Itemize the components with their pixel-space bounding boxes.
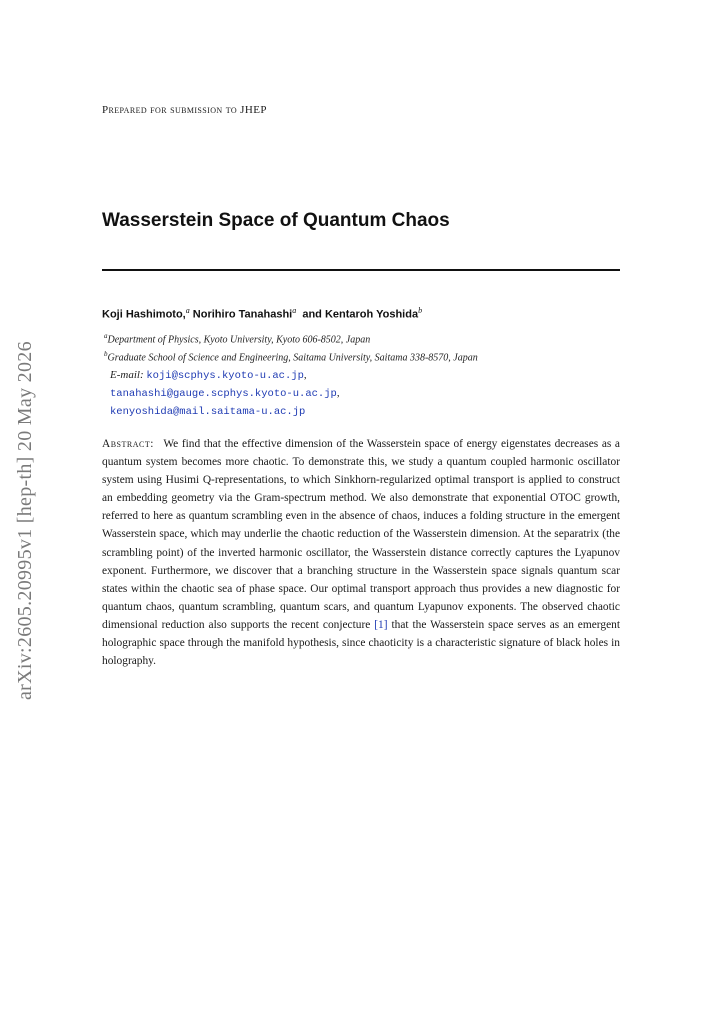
affiliation-marker: b <box>104 350 108 358</box>
abstract-heading: Abstract: <box>102 438 154 450</box>
email-link[interactable]: koji@scphys.kyoto-u.ac.jp <box>146 370 304 382</box>
author-affil-marker: b <box>418 306 423 315</box>
email-link[interactable]: kenyoshida@mail.saitama-u.ac.jp <box>110 406 306 418</box>
email-line: E-mail: koji@scphys.kyoto-u.ac.jp, <box>110 369 307 382</box>
email-label: E-mail: <box>110 369 144 381</box>
arxiv-identifier-stamp: arXiv:2605.20995v1 [hep-th] 20 May 2026 <box>14 341 36 700</box>
affiliation-text: Department of Physics, Kyoto University, Kyoto 606-8502, Japan <box>107 334 371 346</box>
author-name: Norihiro Tanahashi <box>192 308 293 321</box>
abstract <box>102 435 620 670</box>
submission-note <box>102 104 267 116</box>
affiliation-marker: a <box>104 332 108 340</box>
affiliation-b <box>104 350 478 363</box>
email-link[interactable]: tanahashi@gauge.scphys.kyoto-u.ac.jp <box>110 388 337 400</box>
author-affil-marker: a <box>292 306 297 315</box>
paper-title: Wasserstein Space of Quantum Chaos <box>102 210 450 231</box>
affiliation-text: Graduate School of Science and Engineering, Saitama University, Saitama 338-8570, Japan <box>107 352 478 364</box>
author-affil-marker: a <box>185 306 190 315</box>
email-line <box>110 405 305 418</box>
email-line: tanahashi@gauge.scphys.kyoto-u.ac.jp, <box>110 387 340 400</box>
affiliation-a <box>104 332 370 345</box>
abstract-body: We find that the effective dimension of the Wasserstein space of energy eigenstates decreases as a quantum system becomes more chaotic. To demonstrate this, we study a quantum coupled harmonic oscillator system using Husimi Q-representations, to which Sinkhorn-regularized optimal transport is applied to construct an embedding geometry via the Gram-spectrum method. We also demonstrate that exponential OTOC growth, referred to here as quantum scrambling even in the absence of chaos, induces a folding structure in the emergent Wasserstein space, which may underlie the chaotic reduction of the Wasserstein dimension. At the separatrix (the scrambling point) of the inverted harmonic oscillator, the Wasserstein distance correctly captures the Lyapunov exponent. Furthermore, we discover that a branching structure in the Wasserstein space signals quantum scar states within the chaotic sea of phase space. Our optimal transport approach thus provides a new diagnostic for quantum chaos, quantum scrambling, quantum scars, and quantum Lyapunov exponents. The observed chaotic dimensional reduction also supports the recent conjecture <box>102 438 620 631</box>
submission-note-text: Prepared for submission to JHEP <box>102 104 267 116</box>
title-rule <box>102 269 620 271</box>
author-list <box>102 306 422 321</box>
author-name: Koji Hashimoto, <box>102 308 186 321</box>
author-name: and Kentaroh Yoshida <box>302 308 419 321</box>
citation-link[interactable]: [1] <box>374 618 388 631</box>
abstract-body: that the Wasserstein space serves as an emergent holographic space through the manifold hypothesis, since chaoticity is a characteristic signature of black holes in holography. <box>102 618 620 668</box>
